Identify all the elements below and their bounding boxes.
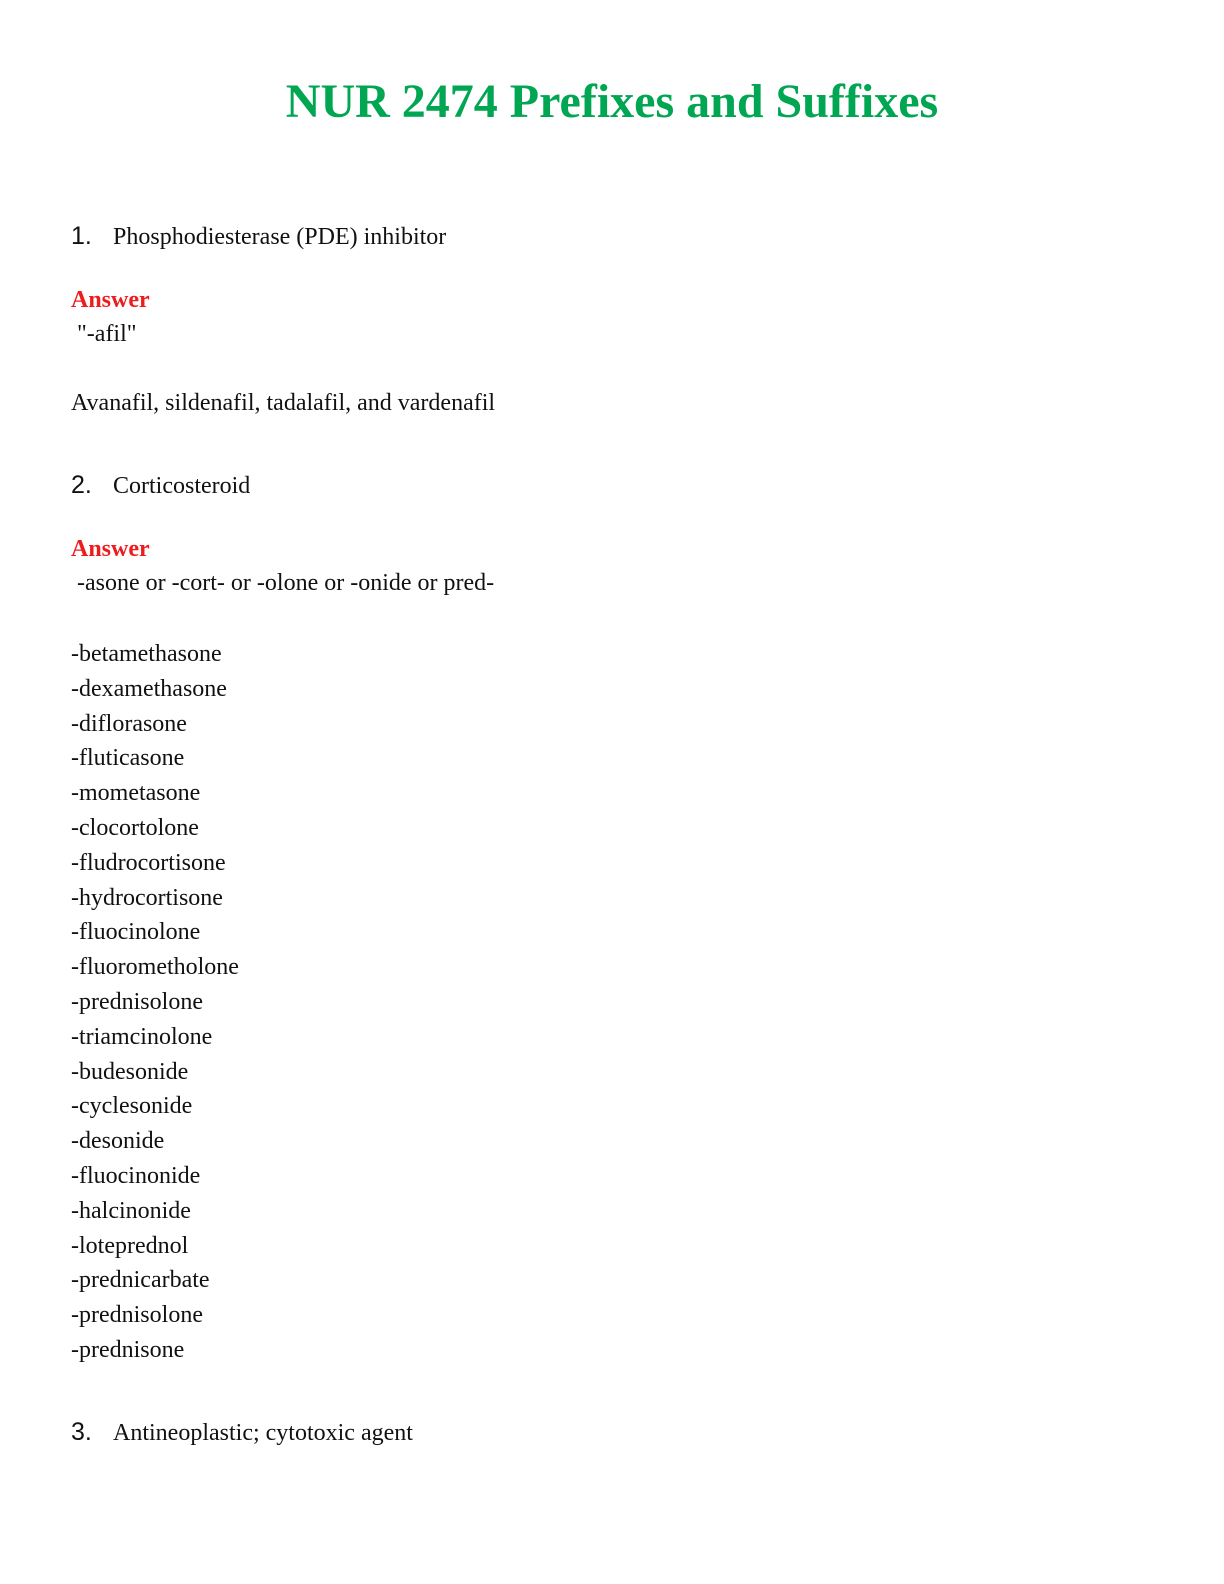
- answer-label: Answer: [71, 287, 150, 313]
- example-drugs: Avanafil, sildenafil, tadalafil, and vardenafil: [71, 390, 496, 416]
- question-number: 2.: [71, 471, 92, 499]
- answer-label: Answer: [71, 536, 150, 562]
- list-item: -fluocinonide: [71, 1162, 201, 1189]
- list-item: -halcinonide: [71, 1197, 191, 1224]
- question-2: [71, 471, 250, 505]
- list-item: -triamcinolone: [71, 1023, 213, 1050]
- list-item: -prednisone: [71, 1336, 185, 1363]
- list-item: -mometasone: [71, 780, 201, 807]
- list-item: -desonide: [71, 1128, 165, 1155]
- list-item: -prednicarbate: [71, 1267, 210, 1294]
- question-number: 3.: [71, 1418, 92, 1446]
- question-text: Phosphodiesterase (PDE) inhibitor: [113, 224, 447, 250]
- document-title: NUR 2474 Prefixes and Suffixes: [285, 75, 939, 128]
- list-item: -fluocinolone: [71, 919, 201, 946]
- list-item: -hydrocortisone: [71, 884, 223, 911]
- answer-text: "-afil": [71, 321, 137, 347]
- list-item: -prednisolone: [71, 988, 203, 1015]
- list-item: -clocortolone: [71, 814, 199, 841]
- list-item: -prednisolone: [71, 1302, 203, 1329]
- question-text: Corticosteroid: [113, 473, 251, 499]
- list-item: -dexamethasone: [71, 675, 227, 702]
- answer-text: -asone or -cort- or -olone or -onide or pred-: [71, 570, 495, 596]
- question-3: [71, 1418, 413, 1452]
- list-item: -diflorasone: [71, 710, 187, 737]
- list-item: -fluticasone: [71, 745, 185, 772]
- list-item: -fluorometholone: [71, 954, 239, 981]
- list-item: -fludrocortisone: [71, 849, 226, 876]
- list-item: -loteprednol: [71, 1232, 189, 1259]
- list-item: -betamethasone: [71, 641, 222, 667]
- drug-list: [71, 637, 239, 1368]
- list-item: -budesonide: [71, 1058, 189, 1085]
- list-item: -cyclesonide: [71, 1093, 193, 1120]
- question-number: 1.: [71, 222, 92, 250]
- question-1: [71, 222, 446, 256]
- question-text: Antineoplastic; cytotoxic agent: [113, 1420, 413, 1446]
